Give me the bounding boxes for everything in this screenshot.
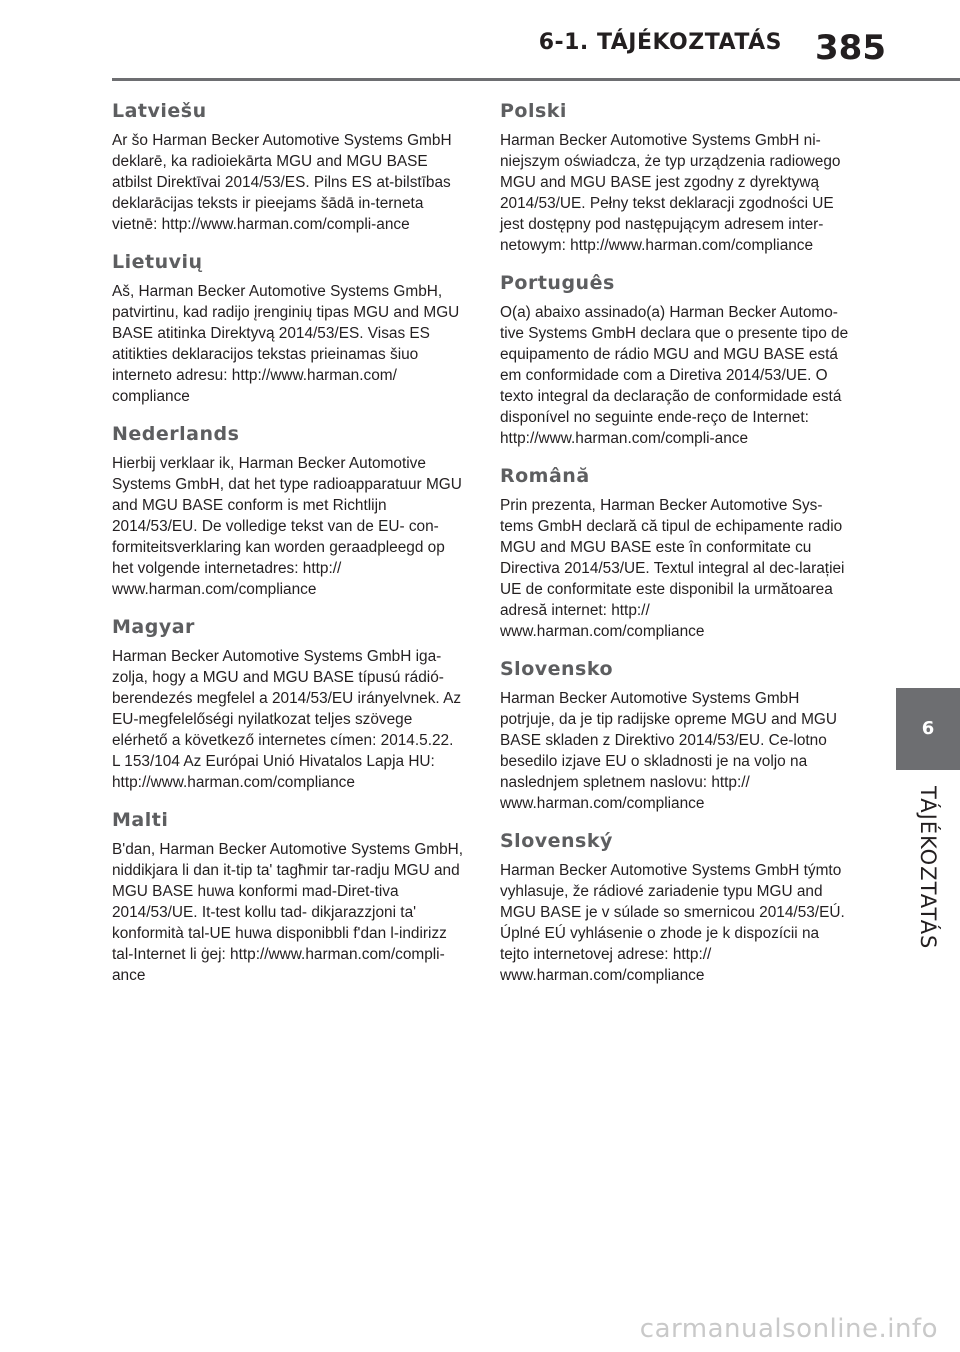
section-heading: Lietuvių	[112, 251, 203, 273]
section-magyar	[112, 616, 464, 793]
section-text: B'dan, Harman Becker Automotive Systems GmbH, niddikjara li dan it-tip ta' tagħmir tar-radju MGU and MGU BASE huwa konformi mad-Diret-tiva 2014/53/UE. It-test kollu tad- dikjarazzjoni ta' konformità tal-UE huwa disponibbli f'dan l-indirizz tal-Internet li ġej: http://www.harman.com/compli-ance	[112, 841, 464, 984]
section-title: 6-1. TÁJÉKOZTATÁS	[538, 30, 782, 55]
section-text: Prin prezenta, Harman Becker Automotive Sys-tems GmbH declară că tipul de echipamente radio MGU and MGU BASE este în conformitate cu Directiva 2014/53/UE. Textul integral al dec-larației UE de conformitate este disponibil la următoarea adresă internet: http:// www.harman.com/compliance	[500, 497, 845, 640]
section-lietuviu	[112, 251, 464, 407]
section-text: Aš, Harman Becker Automotive Systems GmbH, patvirtinu, kad radijo įrenginių tipas MGU and MGU BASE atitinka Direktyvą 2014/53/ES. Visas ES atitikties deklaracijos tekstas prieinamas šiuo interneto adresu: http://www.harman.com/ compliance	[112, 283, 460, 405]
section-heading: Slovenský	[500, 830, 613, 852]
section-text: O(a) abaixo assinado(a) Harman Becker Automo-tive Systems GmbH declara que o presente tipo de equipamento de rádio MGU and MGU BASE está em conformidade com a Diretiva 2014/53/UE. O texto integral da declaração de conformidade está disponível no seguinte ende-reço de Internet: http://www.harman.com/compli-ance	[500, 304, 849, 447]
section-text: Harman Becker Automotive Systems GmbH potrjuje, da je tip radijske opreme MGU and MGU BASE skladen z Direktivo 2014/53/EU. Ce-lotno besedilo izjave EU o skladnosti je na voljo na naslednjem spletnem naslovu: http:// www.harman.com/compliance	[500, 690, 838, 812]
section-portugues	[500, 272, 852, 449]
section-heading: Português	[500, 272, 615, 294]
section-slovensko	[500, 658, 852, 814]
section-heading: Polski	[500, 100, 567, 122]
section-heading: Nederlands	[112, 423, 240, 445]
section-text: Hierbij verklaar ik, Harman Becker Automotive Systems GmbH, dat het type radioapparatuur MGU and MGU BASE conform is met Richtlijn 2014/53/EU. De volledige tekst van de EU- con-formiteitsverklaring kan worden geraadpleegd op het volgende internetadres: http:// www.harman.com/compliance	[112, 455, 462, 598]
section-malti	[112, 809, 464, 986]
section-heading: Slovensko	[500, 658, 614, 680]
section-heading: Latviešu	[112, 100, 207, 122]
header-divider	[112, 78, 960, 81]
section-text: Harman Becker Automotive Systems GmbH iga-zolja, hogy a MGU and MGU BASE típusú rádió-berendezés megfelel a 2014/53/EU irányelvnek. Az EU-megfelelőségi nyilatkozat teljes szövege elérhető a következő internetes címen: 2014.5.22. L 153/104 Az Európai Unió Hivatalos Lapja HU: http://www.harman.com/compliance	[112, 648, 462, 791]
page-number: 385	[815, 28, 886, 68]
right-column	[500, 100, 852, 1002]
section-polski	[500, 100, 852, 256]
section-text: Harman Becker Automotive Systems GmbH týmto vyhlasuje, že rádiové zariadenie typu MGU and MGU BASE je v súlade so smernicou 2014/53/EÚ. Úplné EÚ vyhlásenie o zhode je k dispozícii na tejto internetovej adrese: http:// www.harman.com/compliance	[500, 862, 845, 984]
section-heading: Magyar	[112, 616, 195, 638]
section-heading: Malti	[112, 809, 169, 831]
watermark: carmanualsonline.info	[639, 1314, 938, 1344]
section-nederlands	[112, 423, 464, 600]
chapter-tab: 6	[896, 688, 960, 770]
left-column	[112, 100, 464, 1002]
section-slovensky	[500, 830, 852, 986]
section-text: Ar šo Harman Becker Automotive Systems GmbH deklarē, ka radioiekārta MGU and MGU BASE atbilst Direktīvai 2014/53/ES. Pilns ES at-bilstības deklarācijas teksts ir pieejams šādā in-terneta vietnē: http://www.harman.com/compli-ance	[112, 132, 452, 233]
section-latviesu	[112, 100, 464, 235]
chapter-label: TÁJÉKOZTATÁS	[916, 786, 940, 950]
section-text: Harman Becker Automotive Systems GmbH ni-niejszym oświadcza, że typ urządzenia radiowego MGU and MGU BASE jest zgodny z dyrektywą 2014/53/UE. Pełny tekst deklaracji zgodności UE jest dostępny pod następującym adresem inter-netowym: http://www.harman.com/compliance	[500, 132, 841, 254]
section-heading: Română	[500, 465, 590, 487]
section-romana	[500, 465, 852, 642]
